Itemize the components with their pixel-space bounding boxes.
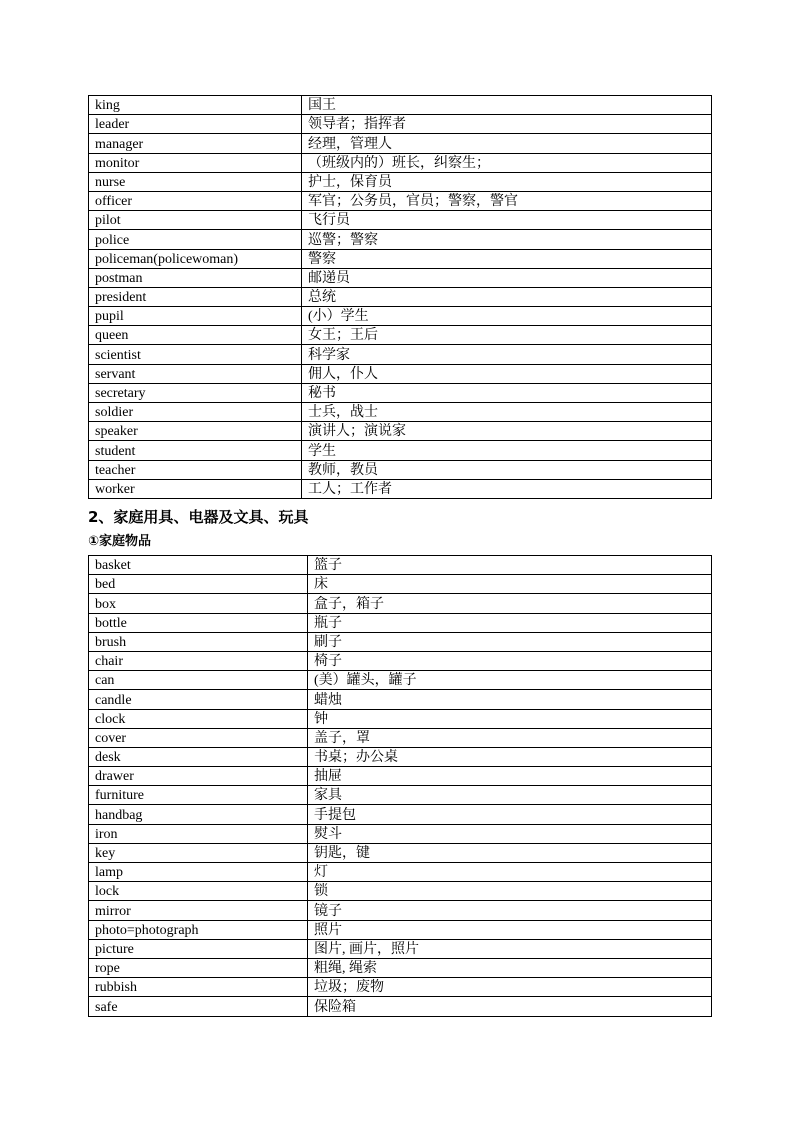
table-row (89, 882, 712, 901)
table-row (89, 690, 712, 709)
table-row (89, 191, 712, 210)
chinese-meaning-cell: 椅子 (308, 651, 712, 670)
english-word-cell: pupil (89, 307, 302, 326)
english-word-cell: lamp (89, 863, 308, 882)
occupations-table-body (89, 96, 712, 499)
english-word-cell: key (89, 843, 308, 862)
chinese-meaning-cell: 军官；公务员，官员；警察，警官 (302, 191, 712, 210)
chinese-meaning-cell: 秘书 (302, 383, 712, 402)
english-word-cell: lock (89, 882, 308, 901)
household-items-table-body (89, 556, 712, 1017)
chinese-meaning-cell: 飞行员 (302, 211, 712, 230)
chinese-meaning-cell: 钥匙，键 (308, 843, 712, 862)
chinese-meaning-cell: 经理，管理人 (302, 134, 712, 153)
table-row (89, 249, 712, 268)
table-row (89, 939, 712, 958)
english-word-cell: rubbish (89, 978, 308, 997)
chinese-meaning-cell: 护士，保育员 (302, 172, 712, 191)
chinese-meaning-cell: (小）学生 (302, 307, 712, 326)
table-row (89, 997, 712, 1016)
table-row (89, 115, 712, 134)
table-row (89, 556, 712, 575)
chinese-meaning-cell: 蜡烛 (308, 690, 712, 709)
chinese-meaning-cell: 盒子，箱子 (308, 594, 712, 613)
chinese-meaning-cell: 盖子，罩 (308, 728, 712, 747)
chinese-meaning-cell: 书桌；办公桌 (308, 747, 712, 766)
english-word-cell: nurse (89, 172, 302, 191)
english-word-cell: servant (89, 364, 302, 383)
occupations-table (88, 95, 712, 499)
table-row (89, 863, 712, 882)
table-row (89, 843, 712, 862)
english-word-cell: king (89, 96, 302, 115)
table-row (89, 134, 712, 153)
english-word-cell: monitor (89, 153, 302, 172)
english-word-cell: postman (89, 268, 302, 287)
english-word-cell: drawer (89, 767, 308, 786)
chinese-meaning-cell: 警察 (302, 249, 712, 268)
english-word-cell: clock (89, 709, 308, 728)
table-row (89, 460, 712, 479)
table-row (89, 651, 712, 670)
chinese-meaning-cell: 国王 (302, 96, 712, 115)
english-word-cell: box (89, 594, 308, 613)
chinese-meaning-cell: 女王；王后 (302, 326, 712, 345)
table-row (89, 403, 712, 422)
table-row (89, 230, 712, 249)
table-row (89, 268, 712, 287)
household-items-table (88, 555, 712, 1017)
chinese-meaning-cell: 粗绳, 绳索 (308, 958, 712, 977)
table-row (89, 96, 712, 115)
table-row (89, 172, 712, 191)
chinese-meaning-cell: (美）罐头，罐子 (308, 671, 712, 690)
chinese-meaning-cell: （班级内的）班长，纠察生； (302, 153, 712, 172)
table-row (89, 728, 712, 747)
table-row (89, 786, 712, 805)
english-word-cell: policeman(policewoman) (89, 249, 302, 268)
table-row (89, 364, 712, 383)
table-row (89, 211, 712, 230)
english-word-cell: police (89, 230, 302, 249)
table-row (89, 479, 712, 498)
english-word-cell: picture (89, 939, 308, 958)
table-row (89, 901, 712, 920)
english-word-cell: chair (89, 651, 308, 670)
english-word-cell: president (89, 287, 302, 306)
chinese-meaning-cell: 演讲人；演说家 (302, 422, 712, 441)
chinese-meaning-cell: 床 (308, 575, 712, 594)
english-word-cell: bottle (89, 613, 308, 632)
table-row (89, 958, 712, 977)
chinese-meaning-cell: 家具 (308, 786, 712, 805)
chinese-meaning-cell: 总统 (302, 287, 712, 306)
english-word-cell: candle (89, 690, 308, 709)
english-word-cell: speaker (89, 422, 302, 441)
table-row (89, 671, 712, 690)
chinese-meaning-cell: 熨斗 (308, 824, 712, 843)
english-word-cell: queen (89, 326, 302, 345)
chinese-meaning-cell: 学生 (302, 441, 712, 460)
chinese-meaning-cell: 工人；工作者 (302, 479, 712, 498)
english-word-cell: mirror (89, 901, 308, 920)
table-row (89, 767, 712, 786)
english-word-cell: photo=photograph (89, 920, 308, 939)
chinese-meaning-cell: 篮子 (308, 556, 712, 575)
chinese-meaning-cell: 抽屉 (308, 767, 712, 786)
english-word-cell: iron (89, 824, 308, 843)
table-row (89, 345, 712, 364)
chinese-meaning-cell: 垃圾；废物 (308, 978, 712, 997)
chinese-meaning-cell: 镜子 (308, 901, 712, 920)
english-word-cell: teacher (89, 460, 302, 479)
table-row (89, 978, 712, 997)
table-row (89, 805, 712, 824)
english-word-cell: furniture (89, 786, 308, 805)
chinese-meaning-cell: 佣人，仆人 (302, 364, 712, 383)
chinese-meaning-cell: 照片 (308, 920, 712, 939)
english-word-cell: handbag (89, 805, 308, 824)
chinese-meaning-cell: 保险箱 (308, 997, 712, 1016)
table-row (89, 747, 712, 766)
chinese-meaning-cell: 图片, 画片，照片 (308, 939, 712, 958)
table-row (89, 383, 712, 402)
table-row (89, 632, 712, 651)
section-heading: 2、家庭用具、电器及文具、玩具 (88, 508, 309, 526)
chinese-meaning-cell: 教师，教员 (302, 460, 712, 479)
table-row (89, 709, 712, 728)
english-word-cell: soldier (89, 403, 302, 422)
english-word-cell: worker (89, 479, 302, 498)
english-word-cell: scientist (89, 345, 302, 364)
table-row (89, 920, 712, 939)
sub-heading-household-items: ①家庭物品 (88, 534, 152, 549)
english-word-cell: rope (89, 958, 308, 977)
english-word-cell: secretary (89, 383, 302, 402)
english-word-cell: leader (89, 115, 302, 134)
english-word-cell: manager (89, 134, 302, 153)
table-row (89, 326, 712, 345)
chinese-meaning-cell: 巡警；警察 (302, 230, 712, 249)
table-row (89, 153, 712, 172)
table-row (89, 594, 712, 613)
table-row (89, 307, 712, 326)
chinese-meaning-cell: 士兵，战士 (302, 403, 712, 422)
chinese-meaning-cell: 科学家 (302, 345, 712, 364)
english-word-cell: bed (89, 575, 308, 594)
english-word-cell: cover (89, 728, 308, 747)
english-word-cell: safe (89, 997, 308, 1016)
table-row (89, 613, 712, 632)
chinese-meaning-cell: 领导者；指挥者 (302, 115, 712, 134)
table-row (89, 824, 712, 843)
chinese-meaning-cell: 灯 (308, 863, 712, 882)
table-row (89, 287, 712, 306)
english-word-cell: officer (89, 191, 302, 210)
chinese-meaning-cell: 锁 (308, 882, 712, 901)
chinese-meaning-cell: 刷子 (308, 632, 712, 651)
chinese-meaning-cell: 钟 (308, 709, 712, 728)
table-row (89, 441, 712, 460)
english-word-cell: basket (89, 556, 308, 575)
english-word-cell: brush (89, 632, 308, 651)
table-row (89, 422, 712, 441)
chinese-meaning-cell: 邮递员 (302, 268, 712, 287)
english-word-cell: can (89, 671, 308, 690)
table-row (89, 575, 712, 594)
chinese-meaning-cell: 瓶子 (308, 613, 712, 632)
english-word-cell: student (89, 441, 302, 460)
chinese-meaning-cell: 手提包 (308, 805, 712, 824)
english-word-cell: pilot (89, 211, 302, 230)
english-word-cell: desk (89, 747, 308, 766)
